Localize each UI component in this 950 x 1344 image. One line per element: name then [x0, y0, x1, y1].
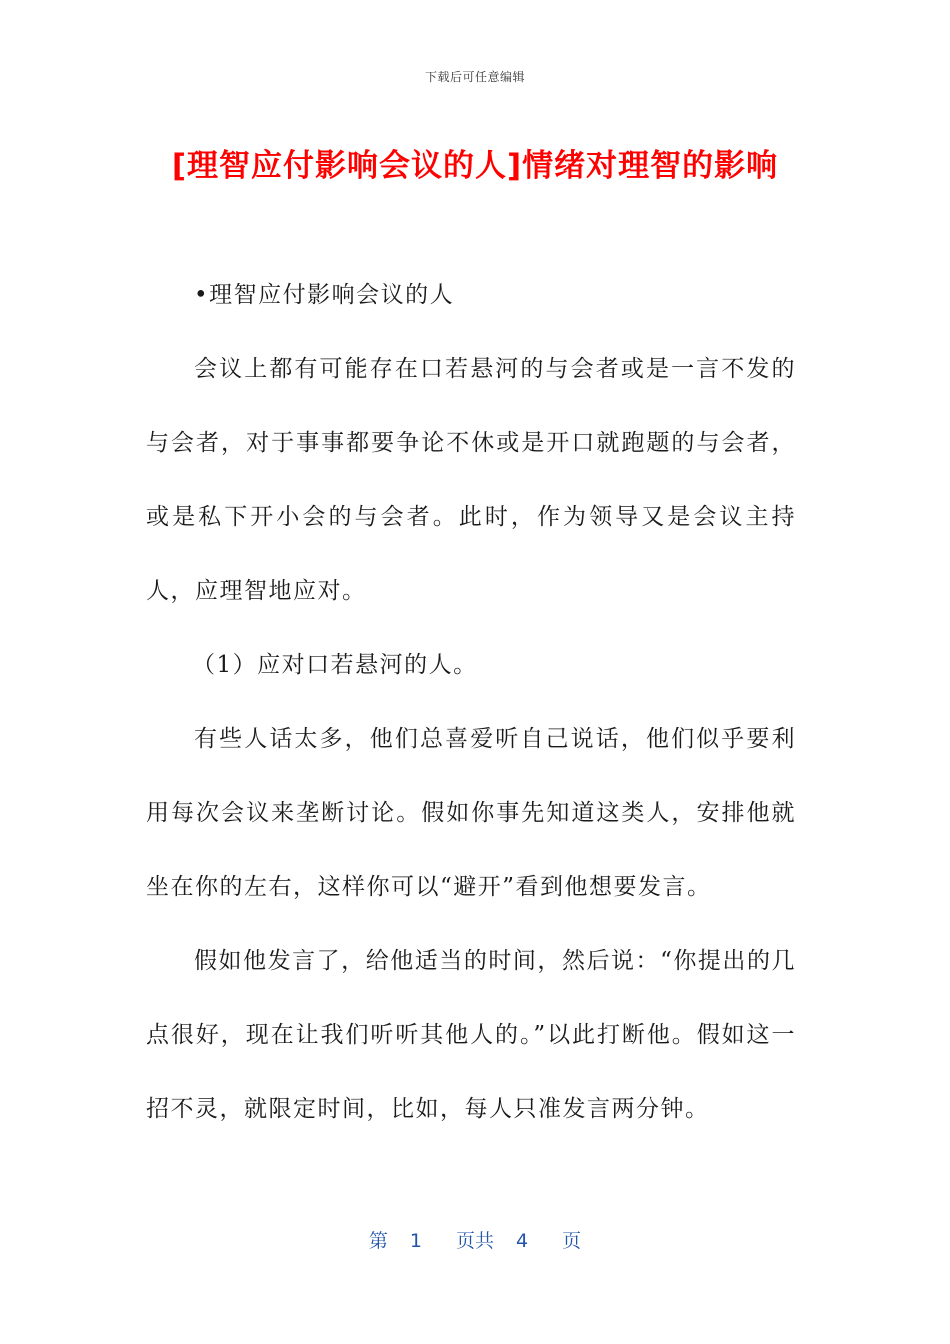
- list-item-heading: （1）应对口若悬河的人。: [192, 652, 478, 678]
- document-body: [146, 258, 796, 1146]
- document-title: [理智应付影响会议的人]情绪对理智的影响: [171, 148, 779, 184]
- header-note: 下载后可任意编辑: [424, 70, 525, 84]
- page-total: 4: [516, 1230, 529, 1252]
- paragraph-1: 会议上都有可能存在口若悬河的与会者或是一言不发的与会者，对于事事都要争论不休或是开口就跑题的与会者，或是私下开小会的与会者。此时，作为领导又是会议主持人，应理智地应对。: [146, 356, 796, 604]
- page-label-mid: 页共: [455, 1230, 494, 1252]
- page-label-post: 页: [562, 1230, 582, 1252]
- page-current: 1: [409, 1230, 422, 1252]
- page-footer: [0, 1226, 950, 1253]
- paragraph-2: 有些人话太多，他们总喜爱听自己说话，他们似乎要利用每次会议来垄断讨论。假如你事先知道这类人，安排他就坐在你的左右，这样你可以“避开”看到他想要发言。: [146, 726, 796, 900]
- paragraph-3: 假如他发言了，给他适当的时间，然后说：“你提出的几点很好，现在让我们听听其他人的。”以此打断他。假如这一招不灵，就限定时间，比如，每人只准发言两分钟。: [146, 948, 796, 1122]
- page-label-pre: 第: [368, 1230, 388, 1252]
- bullet-heading: •理智应付影响会议的人: [194, 282, 455, 308]
